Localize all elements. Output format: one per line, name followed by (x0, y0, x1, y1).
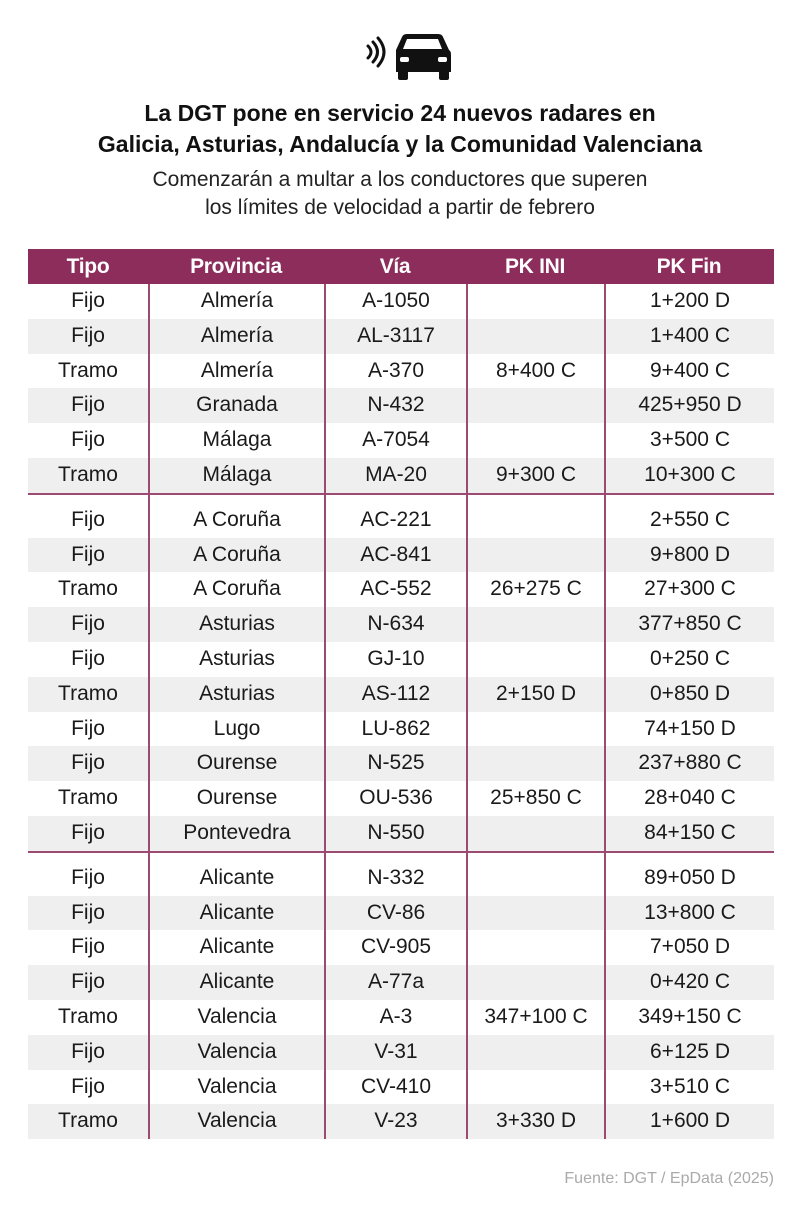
table-row (28, 781, 774, 816)
cell-tipo: Fijo (71, 542, 105, 566)
spacer-cell (28, 495, 148, 503)
group-spacer (28, 495, 774, 503)
cell-pk-ini: 25+850 C (466, 781, 604, 816)
cell-pk-fin: 1+200 D (604, 284, 774, 319)
cell-provincia: Almería (148, 354, 324, 389)
table-row (28, 538, 774, 573)
cell-via: A-77a (324, 965, 466, 1000)
table-row (28, 503, 774, 538)
cell-pk-ini (466, 1035, 604, 1070)
cell-tipo: Fijo (71, 820, 105, 844)
table-row (28, 746, 774, 781)
cell-pk-ini (466, 503, 604, 538)
table-row (28, 965, 774, 1000)
cell-pk-fin: 0+850 D (604, 677, 774, 712)
table-row (28, 423, 774, 458)
cell-via: N-332 (324, 861, 466, 896)
cell-via: A-3 (324, 1000, 466, 1035)
spacer-cell (466, 853, 604, 861)
cell-tipo: Fijo (71, 646, 105, 670)
cell-pk-ini (466, 861, 604, 896)
cell-pk-fin: 6+125 D (604, 1035, 774, 1070)
cell-via: AC-841 (324, 538, 466, 573)
cell-pk-fin: 237+880 C (604, 746, 774, 781)
cell-via: MA-20 (324, 458, 466, 493)
cell-pk-ini (466, 538, 604, 573)
cell-tipo: Fijo (71, 935, 105, 959)
cell-tipo: Tramo (58, 577, 118, 601)
table-row (28, 712, 774, 747)
cell-tipo: Fijo (71, 751, 105, 775)
cell-pk-fin: 349+150 C (604, 1000, 774, 1035)
cell-pk-fin: 13+800 C (604, 896, 774, 931)
cell-pk-fin: 84+150 C (604, 816, 774, 851)
cell-provincia: Almería (148, 284, 324, 319)
cell-provincia: Asturias (148, 677, 324, 712)
radar-car-icon (362, 32, 452, 82)
cell-provincia: Alicante (148, 861, 324, 896)
table-row (28, 1035, 774, 1070)
cell-via: CV-905 (324, 930, 466, 965)
cell-provincia: Málaga (148, 458, 324, 493)
cell-pk-ini (466, 712, 604, 747)
radar-table (28, 249, 774, 1139)
table-row (28, 1104, 774, 1139)
cell-pk-ini (466, 642, 604, 677)
cell-pk-fin: 74+150 D (604, 712, 774, 747)
cell-via: GJ-10 (324, 642, 466, 677)
cell-tipo: Tramo (58, 462, 118, 486)
cell-tipo: Fijo (71, 289, 105, 312)
cell-tipo: Fijo (71, 970, 105, 994)
title-line-1: La DGT pone en servicio 24 nuevos radares en (144, 100, 656, 126)
table-row (28, 816, 774, 851)
table-row (28, 607, 774, 642)
cell-provincia: Almería (148, 319, 324, 354)
cell-pk-ini: 26+275 C (466, 572, 604, 607)
cell-pk-ini (466, 388, 604, 423)
cell-tipo: Fijo (71, 865, 105, 889)
table-row (28, 458, 774, 493)
cell-via: AS-112 (324, 677, 466, 712)
cell-provincia: Valencia (148, 1035, 324, 1070)
cell-pk-fin: 377+850 C (604, 607, 774, 642)
table-group (28, 853, 774, 1139)
cell-via: CV-410 (324, 1070, 466, 1105)
cell-pk-ini (466, 607, 604, 642)
cell-via: LU-862 (324, 712, 466, 747)
cell-provincia: Málaga (148, 423, 324, 458)
title-line-2: Galicia, Asturias, Andalucía y la Comunidad Valenciana (97, 131, 703, 157)
table-row (28, 572, 774, 607)
table-row (28, 896, 774, 931)
cell-via: N-550 (324, 816, 466, 851)
cell-tipo: Fijo (71, 323, 105, 347)
cell-via: V-31 (324, 1035, 466, 1070)
cell-pk-ini (466, 965, 604, 1000)
cell-pk-fin: 1+600 D (604, 1104, 774, 1139)
table-row (28, 354, 774, 389)
cell-provincia: Lugo (148, 712, 324, 747)
cell-tipo: Tramo (58, 786, 118, 810)
table-row (28, 930, 774, 965)
spacer-cell (148, 495, 324, 503)
cell-via: CV-86 (324, 896, 466, 931)
cell-pk-fin: 28+040 C (604, 781, 774, 816)
cell-tipo: Fijo (71, 900, 105, 924)
spacer-cell (604, 853, 774, 861)
cell-tipo: Fijo (71, 716, 105, 740)
table-row (28, 284, 774, 319)
cell-tipo: Fijo (71, 1039, 105, 1063)
cell-pk-ini (466, 930, 604, 965)
cell-via: AC-552 (324, 572, 466, 607)
cell-via: A-1050 (324, 284, 466, 319)
subtitle-line-1: Comenzarán a multar a los conductores que superen (152, 168, 648, 191)
cell-pk-fin: 3+510 C (604, 1070, 774, 1105)
spacer-cell (28, 853, 148, 861)
cell-tipo: Fijo (71, 507, 105, 531)
cell-via: A-7054 (324, 423, 466, 458)
cell-provincia: Asturias (148, 607, 324, 642)
cell-via: AL-3117 (324, 319, 466, 354)
cell-pk-fin: 3+500 C (604, 423, 774, 458)
column-header-provincia: Provincia (190, 255, 282, 278)
cell-via: V-23 (324, 1104, 466, 1139)
cell-pk-fin: 9+800 D (604, 538, 774, 573)
spacer-cell (324, 853, 466, 861)
cell-pk-fin: 9+400 C (604, 354, 774, 389)
cell-provincia: Asturias (148, 642, 324, 677)
table-group (28, 495, 774, 853)
cell-provincia: Valencia (148, 1070, 324, 1105)
table-row (28, 677, 774, 712)
cell-pk-ini (466, 816, 604, 851)
spacer-cell (466, 495, 604, 503)
cell-pk-ini (466, 423, 604, 458)
cell-pk-fin: 10+300 C (604, 458, 774, 493)
group-spacer (28, 853, 774, 861)
column-header-tipo: Tipo (66, 255, 110, 278)
column-header-pk-ini: PK INI (504, 255, 566, 278)
cell-pk-ini (466, 284, 604, 319)
cell-via: OU-536 (324, 781, 466, 816)
cell-pk-ini: 2+150 D (466, 677, 604, 712)
cell-pk-fin: 0+420 C (604, 965, 774, 1000)
cell-pk-ini (466, 896, 604, 931)
cell-provincia: A Coruña (148, 538, 324, 573)
spacer-cell (324, 495, 466, 503)
cell-pk-ini (466, 319, 604, 354)
table-body (28, 284, 774, 1139)
table-header (28, 249, 774, 284)
cell-via: N-432 (324, 388, 466, 423)
cell-via: N-525 (324, 746, 466, 781)
cell-pk-ini: 3+330 D (466, 1104, 604, 1139)
cell-pk-fin: 27+300 C (604, 572, 774, 607)
cell-provincia: A Coruña (148, 572, 324, 607)
cell-via: AC-221 (324, 503, 466, 538)
column-header-pk-fin: PK Fin (656, 255, 722, 278)
column-header-via: Vía (379, 255, 411, 278)
cell-provincia: Granada (148, 388, 324, 423)
table-row (28, 861, 774, 896)
cell-tipo: Fijo (71, 428, 105, 452)
cell-provincia: Alicante (148, 930, 324, 965)
cell-provincia: Valencia (148, 1000, 324, 1035)
cell-pk-fin: 7+050 D (604, 930, 774, 965)
table-row (28, 1070, 774, 1105)
cell-tipo: Fijo (71, 393, 105, 417)
page-subtitle (0, 166, 800, 222)
cell-tipo: Tramo (58, 681, 118, 705)
cell-provincia: Alicante (148, 965, 324, 1000)
cell-pk-fin: 89+050 D (604, 861, 774, 896)
source-note: Fuente: DGT / EpData (2025) (564, 1170, 774, 1187)
table-group (28, 284, 774, 495)
cell-pk-fin: 2+550 C (604, 503, 774, 538)
cell-tipo: Tramo (58, 358, 118, 382)
cell-tipo: Fijo (71, 612, 105, 636)
spacer-cell (148, 853, 324, 861)
page-title (0, 98, 800, 160)
cell-provincia: Ourense (148, 781, 324, 816)
table-row (28, 388, 774, 423)
table-row (28, 642, 774, 677)
subtitle-line-2: los límites de velocidad a partir de febrero (205, 196, 595, 219)
cell-provincia: A Coruña (148, 503, 324, 538)
cell-provincia: Alicante (148, 896, 324, 931)
cell-provincia: Valencia (148, 1104, 324, 1139)
cell-pk-ini: 9+300 C (466, 458, 604, 493)
cell-pk-ini (466, 1070, 604, 1105)
cell-via: A-370 (324, 354, 466, 389)
cell-pk-fin: 425+950 D (604, 388, 774, 423)
cell-via: N-634 (324, 607, 466, 642)
cell-pk-ini (466, 746, 604, 781)
table-row (28, 319, 774, 354)
cell-provincia: Pontevedra (148, 816, 324, 851)
cell-tipo: Tramo (58, 1109, 118, 1133)
cell-pk-fin: 1+400 C (604, 319, 774, 354)
cell-pk-fin: 0+250 C (604, 642, 774, 677)
cell-pk-ini: 347+100 C (466, 1000, 604, 1035)
table-row (28, 1000, 774, 1035)
cell-tipo: Tramo (58, 1004, 118, 1028)
spacer-cell (604, 495, 774, 503)
cell-tipo: Fijo (71, 1074, 105, 1098)
cell-pk-ini: 8+400 C (466, 354, 604, 389)
cell-provincia: Ourense (148, 746, 324, 781)
